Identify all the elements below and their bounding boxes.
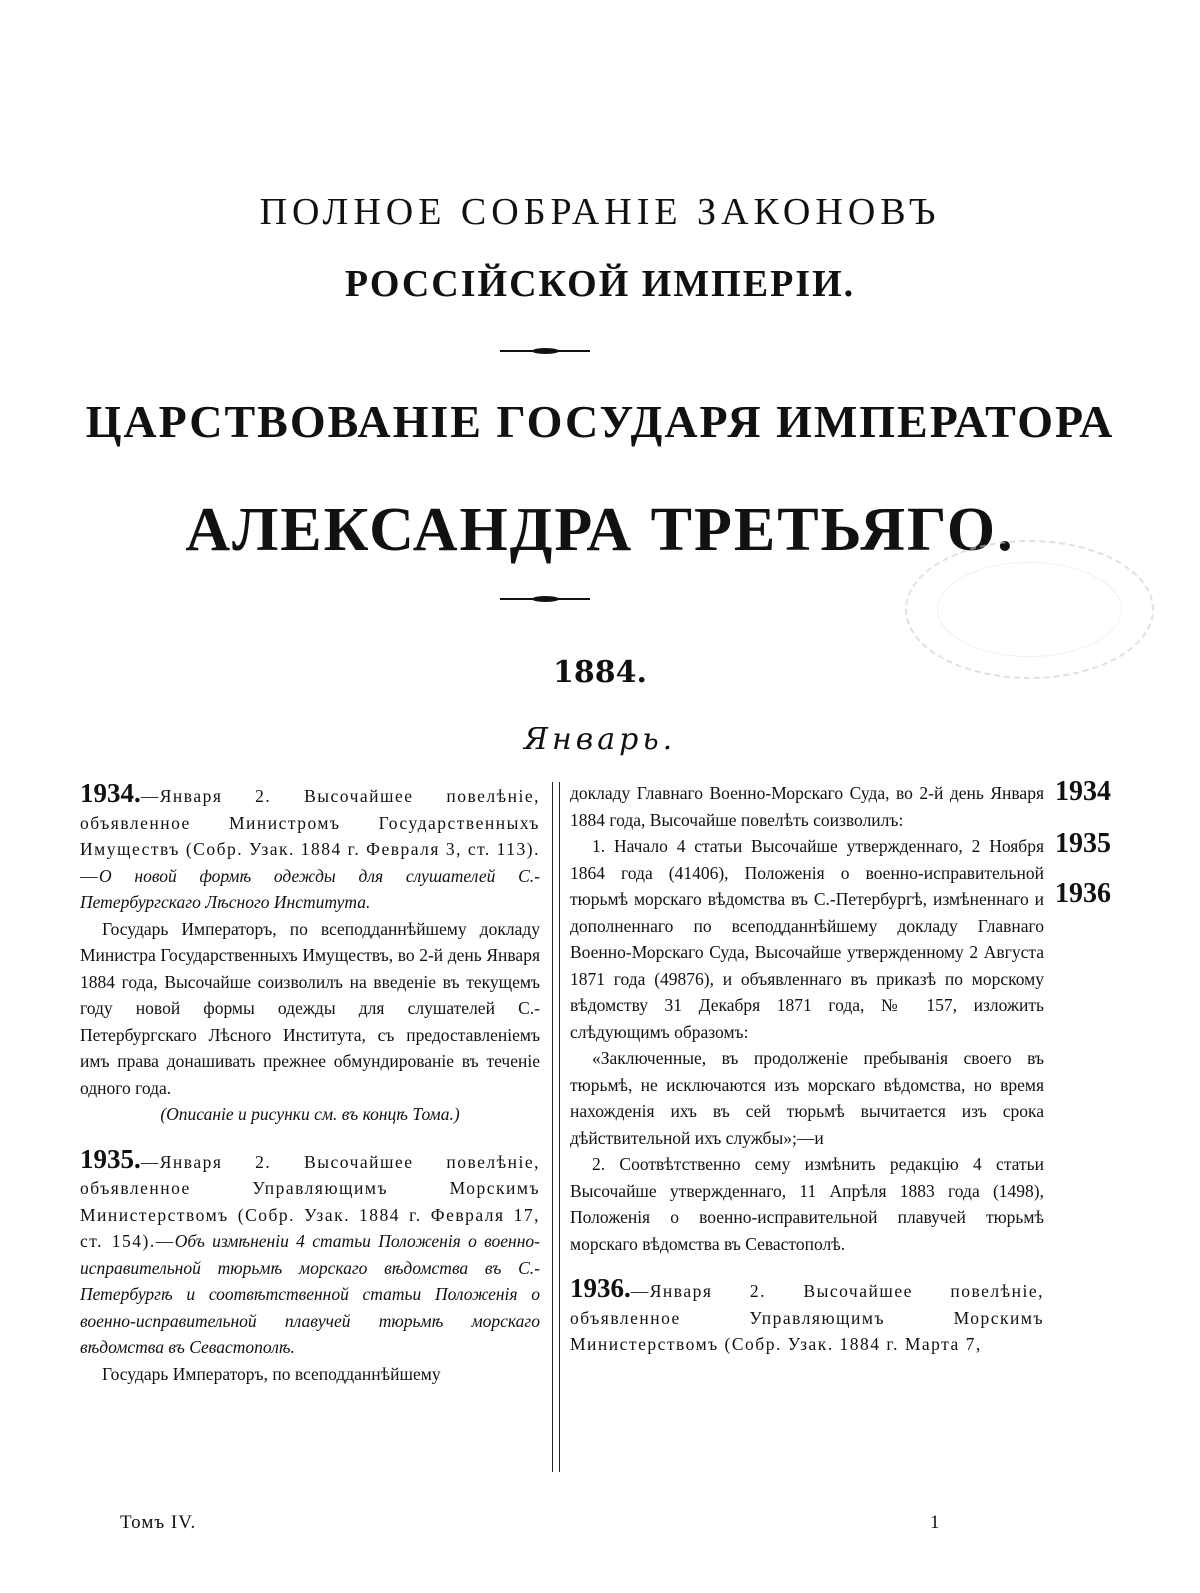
entry-number: 1934. bbox=[80, 778, 141, 808]
entry-lead: —Января 2. Высочайшее повелѣніе, объявленное Министромъ Государственныхъ Имуществъ (Собр. Узак. 1884 г. Февраля 3, ст. 113).— bbox=[80, 786, 540, 886]
emperor-name: АЛЕКСАНДРА ТРЕТЬЯГО. bbox=[185, 496, 1015, 564]
entry-lead: —Января 2. Высочайшее повелѣніе, объявленное Управляющимъ Морскимъ Министерствомъ (Собр. Узак. 1884 г. Февраля 17, ст. 154).— bbox=[80, 1151, 540, 1251]
margin-number: 1935 bbox=[1055, 828, 1111, 859]
entry-number: 1936. bbox=[570, 1273, 631, 1303]
empire-title: РОССІЙСКОЙ ИМПЕРІИ. bbox=[344, 263, 856, 305]
entry-point-1: 1. Начало 4 статьи Высочайше утвержденнаго, 2 Ноября 1864 года (41406), Положенія о военно-исправительной тюрьмѣ морскаго вѣдомства въ С.-Петербургѣ, измѣненнаго и дополненнаго по всеподданнѣйшему докладу Главнаго Военно-Морскаго Суда, Высочайше утвержденному 2 Августа 1871 года (49876), и объявленнаго въ приказѣ по морскому вѣдомству 31 Декабря 1871 года, № 157, изложить слѣдующимъ образомъ: bbox=[570, 836, 1044, 1042]
entry-body-start: Государь Императоръ, по всеподданнѣйшему bbox=[102, 1363, 441, 1384]
column-divider bbox=[552, 782, 560, 1472]
ornament-rule-1 bbox=[500, 350, 590, 352]
entry-note: (Описаніе и рисунки см. въ концѣ Тома.) bbox=[160, 1104, 460, 1124]
entry-body: Государь Императоръ, по всеподданнѣйшему докладу Министра Государственныхъ Имуществъ, во 2-й день Января 1884 года, Высочайше соизволилъ на введеніе въ текущемъ году новой формы одежды для слушателей С.-Петербургскаго Лѣсного Института, съ предоставленіемъ имъ права донашивать прежнее обмундированіе въ теченіе одного года. bbox=[80, 918, 540, 1098]
margin-number: 1936 bbox=[1055, 878, 1111, 909]
left-column bbox=[80, 780, 540, 1387]
reign-title: ЦАРСТВОВАНІЕ ГОСУДАРЯ ИМПЕРАТОРА bbox=[85, 396, 1115, 447]
entry-quote: «Заключенные, въ продолженіе пребыванія своего въ тюрьмѣ, не исключаются изъ морскаго вѣдомства, но время нахожденія ихъ въ сей тюрьмѣ вычитается изъ срока дѣйствительной ихъ службы»;—и bbox=[570, 1048, 1044, 1148]
page-number: 1 bbox=[930, 1512, 940, 1533]
entry-1935 bbox=[80, 1143, 540, 1361]
entry-1936 bbox=[570, 1275, 1044, 1358]
entry-body-cont: докладу Главнаго Военно-Морскаго Суда, во 2-й день Января 1884 года, Высочайше повелѣть соизволилъ: bbox=[570, 783, 1044, 830]
year-heading: 1884. bbox=[553, 655, 647, 690]
month-heading: Январь. bbox=[523, 722, 677, 757]
entry-number: 1935. bbox=[80, 1143, 141, 1174]
ornament-rule-2 bbox=[500, 598, 590, 600]
right-column bbox=[570, 780, 1044, 1358]
collection-title: ПОЛНОЕ СОБРАНІЕ ЗАКОНОВЪ bbox=[259, 191, 941, 233]
entry-title: Объ измѣненіи 4 статьи Положенія о военно-исправительной тюрьмѣ морскаго вѣдомства въ С.-Петербургѣ и соотвѣтственной статьи Положенія о военно-исправительной плавучей тюрьмѣ морскаго вѣдомства въ Севастополѣ. bbox=[80, 1231, 540, 1357]
entry-point-2: 2. Соотвѣтственно сему измѣнить редакцію 4 статьи Высочайше утвержденнаго, 11 Апрѣля 1883 года (1498), Положенія о военно-исправительной плавучей тюрьмѣ морскаго вѣдомства въ Севастополѣ. bbox=[570, 1154, 1044, 1254]
entry-title: О новой формѣ одежды для слушателей С.-Петербургскаго Лѣсного Института. bbox=[80, 865, 540, 912]
entry-1934 bbox=[80, 780, 540, 916]
volume-label: Томъ IV. bbox=[120, 1512, 197, 1533]
margin-number: 1934 bbox=[1055, 776, 1111, 807]
entry-lead: —Января 2. Высочайшее повелѣніе, объявленное Управляющимъ Морскимъ Министерствомъ (Собр. Узак. 1884 г. Марта 7, bbox=[570, 1281, 1044, 1354]
